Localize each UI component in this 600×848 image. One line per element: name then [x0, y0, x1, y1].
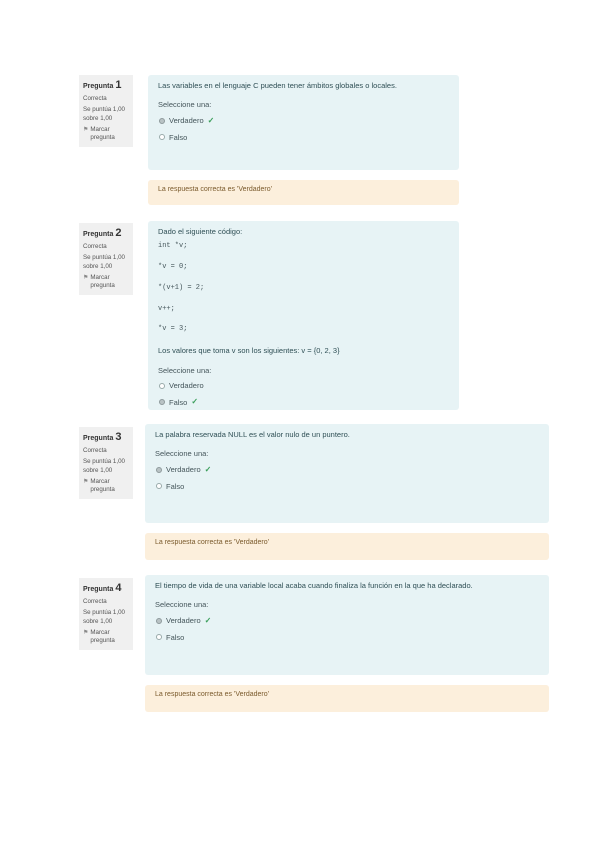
flag-label: Marcar pregunta: [90, 273, 115, 290]
question-label: Pregunta: [83, 83, 114, 90]
code-line: *v = 0;: [158, 263, 188, 272]
select-prompt: Seleccione una:: [158, 365, 212, 375]
option-label: Falso: [166, 632, 185, 642]
question-text: La palabra reservada NULL es el valor nulo de un puntero.: [155, 430, 350, 439]
flag-icon: ⚑: [83, 274, 89, 281]
question-score: Se puntúa 1,00 sobre 1,00: [83, 458, 125, 474]
question-status: Correcta: [83, 446, 107, 454]
select-prompt: Seleccione una:: [155, 449, 209, 459]
flag-label: Marcar pregunta: [90, 477, 115, 494]
question-score: Se puntúa 1,00 sobre 1,00: [83, 254, 125, 270]
option-true[interactable]: [159, 381, 449, 390]
question-number: 1: [115, 79, 122, 91]
question-text: Dado el siguiente código:: [158, 227, 243, 236]
feedback-text: La respuesta correcta es 'Verdadero': [155, 691, 269, 698]
flag-label: Marcar pregunta: [90, 125, 115, 142]
question-title: [83, 78, 130, 93]
code-line: v++;: [158, 304, 175, 313]
question-text-continued: Los valores que toma v son los siguientes: v = {0, 2, 3}: [158, 346, 340, 356]
flag-question-link[interactable]: [83, 478, 130, 495]
correct-check-icon: ✓: [207, 115, 215, 125]
question-content-3: [145, 424, 549, 523]
question-number: 4: [115, 582, 122, 594]
question-score: Se puntúa 1,00 sobre 1,00: [83, 609, 125, 625]
correct-check-icon: ✓: [204, 615, 212, 625]
feedback-1: [148, 180, 459, 205]
question-number: 3: [115, 431, 122, 443]
question-info-3: [79, 427, 133, 499]
option-label: Falso: [169, 397, 188, 407]
correct-check-icon: ✓: [204, 464, 212, 474]
radio-button[interactable]: [156, 618, 162, 624]
radio-button[interactable]: [159, 399, 165, 405]
question-label: Pregunta: [83, 586, 114, 593]
radio-button[interactable]: [156, 634, 162, 640]
question-content-2: [148, 221, 459, 410]
question-text: Las variables en el lenguaje C pueden tener ámbitos globales o locales.: [158, 81, 397, 90]
option-true[interactable]: [159, 116, 449, 126]
code-line: *v = 3;: [158, 325, 188, 334]
flag-question-link[interactable]: [83, 629, 130, 646]
option-false[interactable]: [156, 633, 539, 642]
option-false[interactable]: [159, 133, 449, 142]
question-info-1: [79, 75, 133, 147]
question-content-1: [148, 75, 459, 170]
question-score: Se puntúa 1,00 sobre 1,00: [83, 106, 125, 122]
select-prompt: Seleccione una:: [158, 100, 212, 110]
code-line: int *v;: [158, 242, 188, 251]
option-false[interactable]: [159, 397, 449, 407]
option-label: Falso: [169, 132, 188, 142]
option-false[interactable]: [156, 482, 539, 491]
option-label: Verdadero: [166, 616, 201, 626]
feedback-text: La respuesta correcta es 'Verdadero': [158, 186, 272, 193]
flag-icon: ⚑: [83, 478, 89, 485]
question-label: Pregunta: [83, 435, 114, 442]
feedback-4: [145, 685, 549, 712]
question-status: Correcta: [83, 242, 107, 250]
code-line: *(v+1) = 2;: [158, 283, 205, 292]
feedback-3: [145, 533, 549, 560]
option-label: Falso: [166, 481, 185, 491]
flag-question-link[interactable]: [83, 274, 130, 291]
flag-question-link[interactable]: [83, 126, 130, 143]
option-label: Verdadero: [166, 465, 201, 475]
correct-check-icon: ✓: [191, 397, 199, 407]
question-text: El tiempo de vida de una variable local acaba cuando finaliza la función en la que ha declarado.: [155, 581, 473, 590]
question-title: [83, 226, 130, 241]
question-content-4: [145, 575, 549, 675]
question-title: [83, 430, 130, 445]
option-true[interactable]: [156, 465, 539, 475]
radio-button[interactable]: [159, 134, 165, 140]
question-info-2: [79, 223, 133, 295]
flag-icon: ⚑: [83, 126, 89, 133]
option-label: Verdadero: [169, 116, 204, 126]
question-label: Pregunta: [83, 231, 114, 238]
question-info-4: [79, 578, 133, 650]
option-true[interactable]: [156, 616, 539, 626]
question-number: 2: [115, 227, 122, 239]
flag-icon: ⚑: [83, 629, 89, 636]
question-status: Correcta: [83, 597, 107, 605]
option-label: Verdadero: [169, 380, 204, 390]
feedback-text: La respuesta correcta es 'Verdadero': [155, 539, 269, 546]
flag-label: Marcar pregunta: [90, 628, 115, 645]
radio-button[interactable]: [156, 483, 162, 489]
radio-button[interactable]: [159, 383, 165, 389]
radio-button[interactable]: [159, 118, 165, 124]
question-title: [83, 581, 130, 596]
question-status: Correcta: [83, 94, 107, 102]
select-prompt: Seleccione una:: [155, 600, 209, 610]
radio-button[interactable]: [156, 467, 162, 473]
